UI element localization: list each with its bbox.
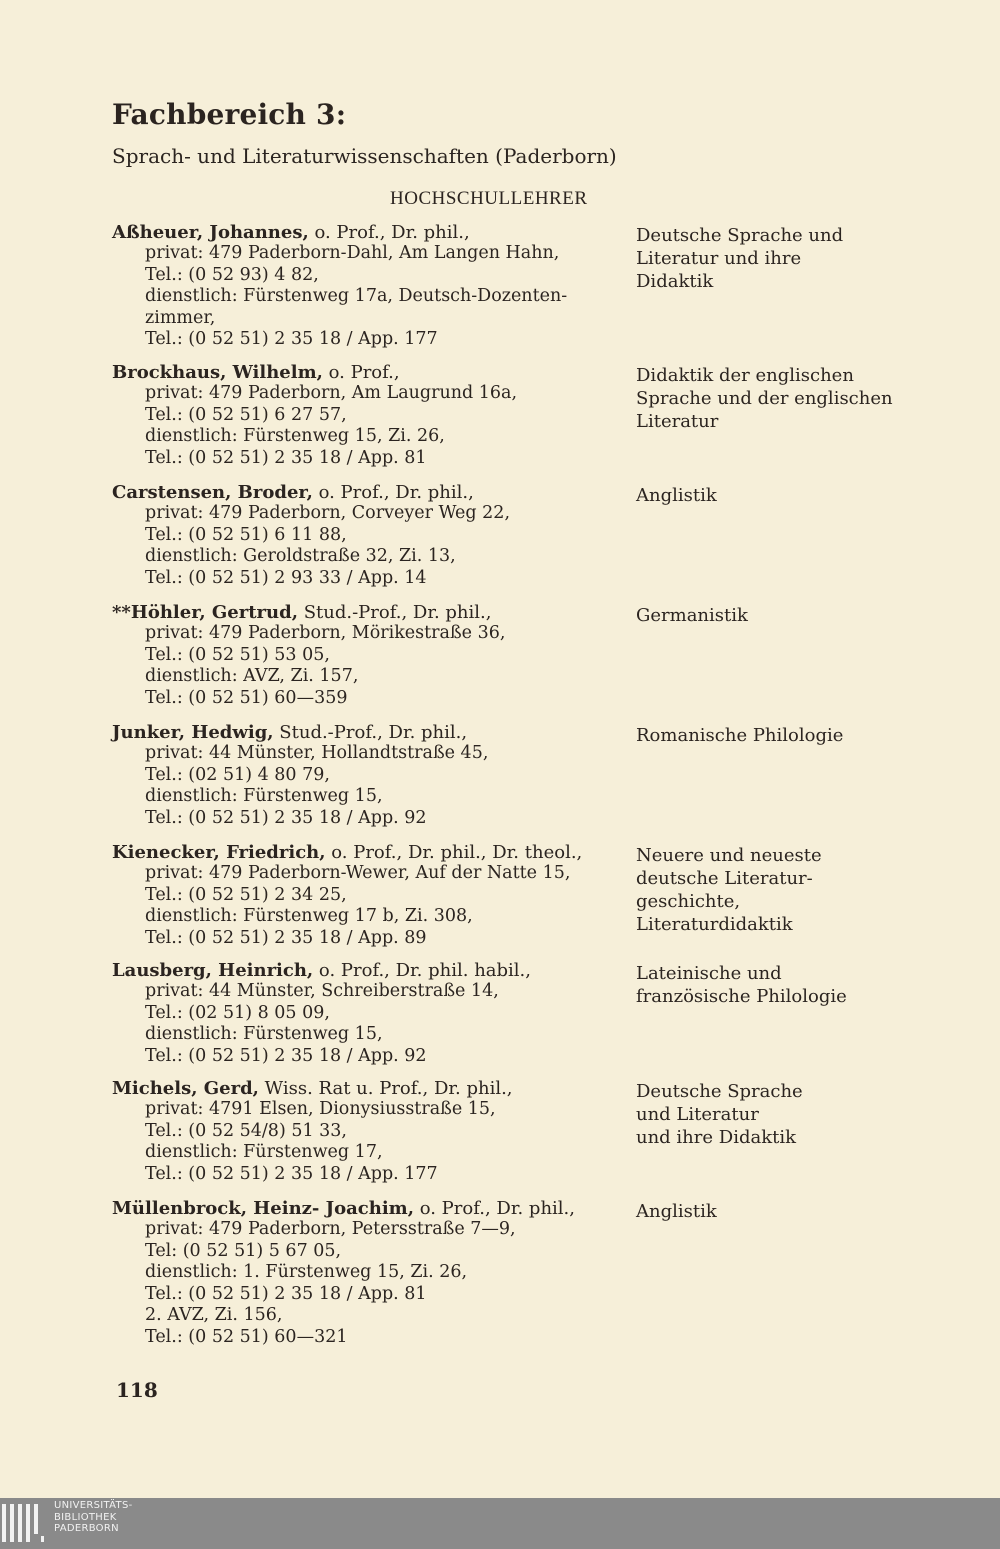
faculty-entry (112, 1078, 982, 1185)
library-footer-bar (0, 1498, 1000, 1549)
contact-line: Tel.: (0 52 51) 2 34 25, (145, 884, 347, 905)
subject-line: Neuere und neueste (636, 845, 822, 866)
contact-line: privat: 479 Paderborn, Mörikestraße 36, (145, 623, 506, 643)
contact-line: Tel.: (0 52 51) 2 35 18 / App. 81 (145, 1283, 427, 1304)
contact-line: zimmer, (145, 307, 216, 328)
contact-line: Tel: (0 52 51) 5 67 05, (145, 1240, 342, 1261)
contact-line: Tel.: (0 52 51) 2 35 18 / App. 89 (145, 927, 427, 948)
subject-line: und ihre Didaktik (636, 1127, 797, 1148)
contact-line: Tel.: (0 52 51) 60—321 (145, 1326, 348, 1347)
contact-line: Tel.: (0 52 51) 60—359 (145, 687, 348, 708)
contact-line: Tel.: (0 52 93) 4 82, (145, 264, 319, 285)
library-logo-icon (0, 1502, 48, 1546)
contact-line: Tel.: (0 52 51) 2 35 18 / App. 92 (145, 1045, 427, 1066)
subject-line: Didaktik der englischen (636, 365, 854, 386)
contact-line: Tel.: (0 52 51) 2 93 33 / App. 14 (145, 567, 427, 588)
person-name: Michels, Gerd, (112, 1078, 259, 1099)
subject-line: Sprache und der englischen (636, 388, 893, 409)
subject-line: Literatur (636, 411, 719, 432)
contact-line: dienstlich: Fürstenweg 15, Zi. 26, (145, 426, 445, 446)
contact-details (145, 623, 982, 709)
person-name: Carstensen, Broder, (112, 482, 313, 503)
faculty-entry (112, 842, 982, 949)
subject-area (636, 962, 896, 1008)
subject-area (636, 1080, 896, 1149)
contact-line: Tel.: (02 51) 8 05 09, (145, 1002, 330, 1023)
faculty-entry (112, 1198, 982, 1348)
subject-line: Anglistik (636, 485, 717, 506)
subject-area (636, 1200, 896, 1223)
logo-line: UNIVERSITÄTS- (54, 1500, 133, 1511)
contact-line: Tel.: (0 52 51) 6 27 57, (145, 404, 347, 425)
subject-area (636, 844, 896, 936)
contact-line: privat: 44 Münster, Hollandtstraße 45, (145, 743, 489, 763)
contact-line: dienstlich: AVZ, Zi. 157, (145, 666, 359, 686)
contact-line: dienstlich: 1. Fürstenweg 15, Zi. 26, (145, 1262, 468, 1282)
subject-line: Romanische Philologie (636, 725, 844, 746)
person-name: Junker, Hedwig, (112, 722, 274, 743)
faculty-entry (112, 960, 982, 1067)
subject-line: Lateinische und (636, 963, 782, 984)
subject-area (636, 364, 896, 433)
contact-line: privat: 479 Paderborn, Am Laugrund 16a, (145, 383, 518, 403)
faculty-entry (112, 222, 982, 351)
contact-details (145, 503, 982, 589)
subject-line: deutsche Literatur- (636, 868, 813, 889)
library-logo-text (54, 1500, 133, 1535)
contact-line: Tel.: (0 52 54/8) 51 33, (145, 1120, 347, 1141)
faculty-entry (112, 482, 982, 589)
subject-line: Deutsche Sprache (636, 1081, 803, 1102)
subject-line: Deutsche Sprache und (636, 225, 844, 246)
subject-line: und Literatur (636, 1104, 759, 1125)
person-rank: Stud.-Prof., Dr. phil., (273, 722, 468, 743)
contact-details (145, 743, 982, 829)
person-rank: o. Prof., Dr. phil., Dr. theol., (325, 842, 583, 863)
contact-details (145, 1219, 982, 1348)
contact-line: Tel.: (0 52 51) 2 35 18 / App. 177 (145, 1163, 438, 1184)
contact-line: privat: 479 Paderborn, Corveyer Weg 22, (145, 503, 511, 523)
contact-line: Tel.: (0 52 51) 2 35 18 / App. 177 (145, 329, 438, 349)
contact-line: Tel.: (0 52 51) 6 11 88, (145, 524, 347, 545)
contact-line: Tel.: (0 52 51) 53 05, (145, 644, 330, 665)
faculty-entry (112, 362, 982, 469)
subject-line: Germanistik (636, 605, 748, 626)
subject-line: französische Philologie (636, 986, 847, 1007)
contact-line: Tel.: (0 52 51) 2 35 18 / App. 92 (145, 807, 427, 828)
faculty-entry (112, 602, 982, 709)
person-name: Brockhaus, Wilhelm, (112, 362, 323, 383)
subject-area (636, 224, 896, 293)
section-title: HOCHSCHULLEHRER (390, 188, 588, 209)
contact-line: Tel.: (02 51) 4 80 79, (145, 764, 330, 785)
subject-line: geschichte, (636, 891, 741, 912)
subject-area (636, 604, 896, 627)
contact-line: Tel.: (0 52 51) 2 35 18 / App. 81 (145, 447, 427, 468)
contact-line: dienstlich: Fürstenweg 17, (145, 1142, 383, 1162)
subject-line: Literatur und ihre (636, 248, 802, 269)
person-name: Müllenbrock, Heinz- Joachim, (112, 1198, 414, 1219)
person-name: Kienecker, Friedrich, (112, 842, 326, 863)
person-name: **Höhler, Gertrud, (112, 602, 298, 623)
contact-line: dienstlich: Geroldstraße 32, Zi. 13, (145, 546, 456, 566)
person-rank: o. Prof., Dr. phil. habil., (313, 960, 532, 981)
person-rank: o. Prof., Dr. phil., (312, 482, 474, 503)
contact-line: 2. AVZ, Zi. 156, (145, 1305, 283, 1325)
contact-line: dienstlich: Fürstenweg 15, (145, 1024, 383, 1044)
faculty-entry (112, 722, 982, 829)
person-rank: Wiss. Rat u. Prof., Dr. phil., (258, 1078, 513, 1099)
contact-line: dienstlich: Fürstenweg 17a, Deutsch-Dozenten- (145, 286, 568, 306)
person-rank: Stud.-Prof., Dr. phil., (297, 602, 492, 623)
subject-line: Literaturdidaktik (636, 914, 793, 935)
contact-line: dienstlich: Fürstenweg 17 b, Zi. 308, (145, 906, 473, 926)
subject-line: Anglistik (636, 1201, 717, 1222)
contact-line: dienstlich: Fürstenweg 15, (145, 786, 383, 806)
person-rank: o. Prof., Dr. phil., (308, 222, 470, 243)
contact-line: privat: 479 Paderborn-Dahl, Am Langen Hahn, (145, 243, 560, 263)
subject-area (636, 724, 896, 747)
page-subheading: Sprach- und Literaturwissenschaften (Paderborn) (112, 144, 617, 168)
contact-line: privat: 4791 Elsen, Dionysiusstraße 15, (145, 1099, 496, 1119)
contact-line: privat: 44 Münster, Schreiberstraße 14, (145, 981, 499, 1001)
page-number: 118 (116, 1378, 158, 1402)
contact-line: privat: 479 Paderborn-Wewer, Auf der Natte 15, (145, 863, 571, 883)
contact-line: privat: 479 Paderborn, Petersstraße 7—9, (145, 1219, 516, 1239)
person-rank: o. Prof., (322, 362, 400, 383)
person-name: Aßheuer, Johannes, (112, 222, 309, 243)
logo-line: BIBLIOTHEK (54, 1511, 117, 1523)
person-rank: o. Prof., Dr. phil., (414, 1198, 575, 1219)
logo-line: PADERBORN (54, 1523, 119, 1534)
page-heading: Fachbereich 3: (112, 98, 347, 131)
person-name: Lausberg, Heinrich, (112, 960, 314, 981)
subject-line: Didaktik (636, 271, 714, 292)
subject-area (636, 484, 896, 507)
